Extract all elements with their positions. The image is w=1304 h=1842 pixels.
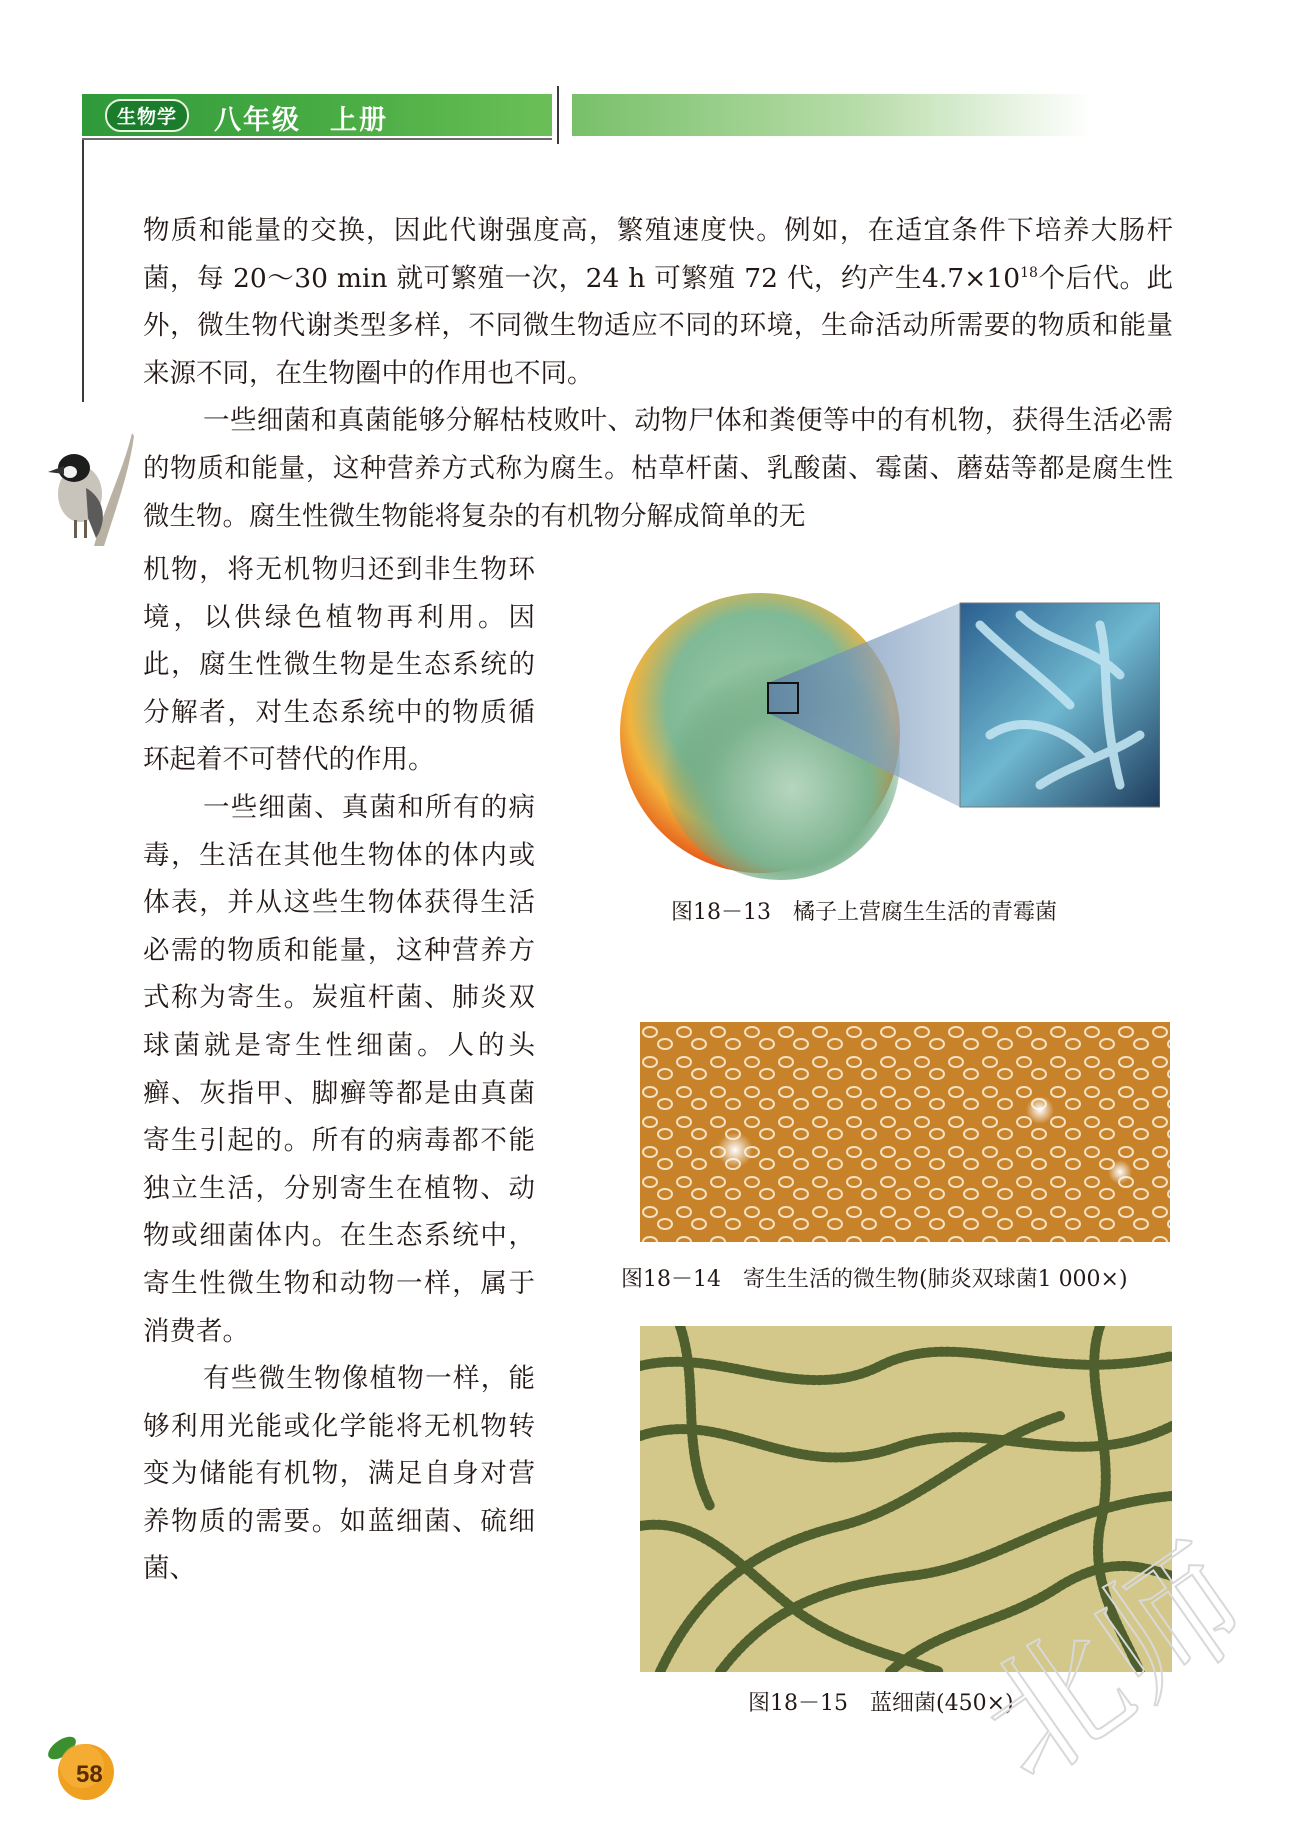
subject-label: 生物学 <box>105 99 189 132</box>
header-gradient-band <box>572 94 1092 136</box>
figure-caption-18-13: 图18－13 橘子上营腐生生活的青霉菌 <box>671 900 1057 925</box>
paragraph-3: 一些细菌、真菌和所有的病毒，生活在其他生物体的体内或体表，并从这些生物体获得生活必需的物质和能量，这种营养方式称为寄生。炭疽杆菌、肺炎双球菌就是寄生性细菌。人的头癣、灰指甲、脚癣等都是由真菌寄生引起的。所有的病毒都不能独立生活，分别寄生在植物、动物或细菌体内。在生态系统中，寄生性微生物和动物一样，属于消费者。 <box>143 791 535 1347</box>
paragraph-1: 物质和能量的交换，因此代谢强度高，繁殖速度快。例如，在适宜条件下培养大肠杆菌，每 20～30 min 就可繁殖一次，24 h 可繁殖 72 代，约产生$4.7\times 10^{18}$个后代。此外，微生物代谢类型多样，不同微生物适应不同的环境，生命活动所需要的物质和能量来源不同，在生物圈中的作用也不同。 <box>143 215 1174 389</box>
figure-orange-mold <box>620 585 1160 885</box>
bird-illustration <box>34 428 134 548</box>
body-text-column <box>143 546 535 1593</box>
figure-caption-18-14: 图18－14 寄生生活的微生物(肺炎双球菌1 000×) <box>621 1267 1128 1292</box>
publisher-watermark <box>900 1380 1300 1840</box>
grade-label: 八年级 上册 <box>214 105 388 136</box>
paragraph-2: 一些细菌和真菌能够分解枯枝败叶、动物尸体和粪便等中的有机物，获得生活必需的物质和能量，这种营养方式称为腐生。枯草杆菌、乳酸菌、霉菌、蘑菇等都是腐生性微生物。腐生性微生物能将复杂的有机物分解成简单的无 <box>143 405 1173 532</box>
margin-rule <box>82 140 84 402</box>
paragraph-2-cont: 机物，将无机物归还到非生物环境，以供绿色植物再利用。因此，腐生性微生物是生态系统的分解者，对生态系统中的物质循环起着不可替代的作用。 <box>143 554 535 776</box>
figure-caption-18-15: 图18－15 蓝细菌(450×) <box>748 1691 1014 1716</box>
subject-logo <box>105 99 189 131</box>
page-number: 58 <box>76 1761 103 1788</box>
figure-diplococcus <box>640 1022 1170 1242</box>
svg-text:北师: 北师 <box>952 1517 1276 1812</box>
exponent: 18 <box>1020 264 1038 281</box>
header-divider <box>557 86 559 144</box>
paragraph-4: 有些微生物像植物一样，能够利用光能或化学能将无机物转变为储能有机物，满足自身对营养物质的需要。如蓝细菌、硫细菌、 <box>143 1363 535 1585</box>
body-text-top <box>143 207 1173 540</box>
header-underline <box>82 138 552 140</box>
